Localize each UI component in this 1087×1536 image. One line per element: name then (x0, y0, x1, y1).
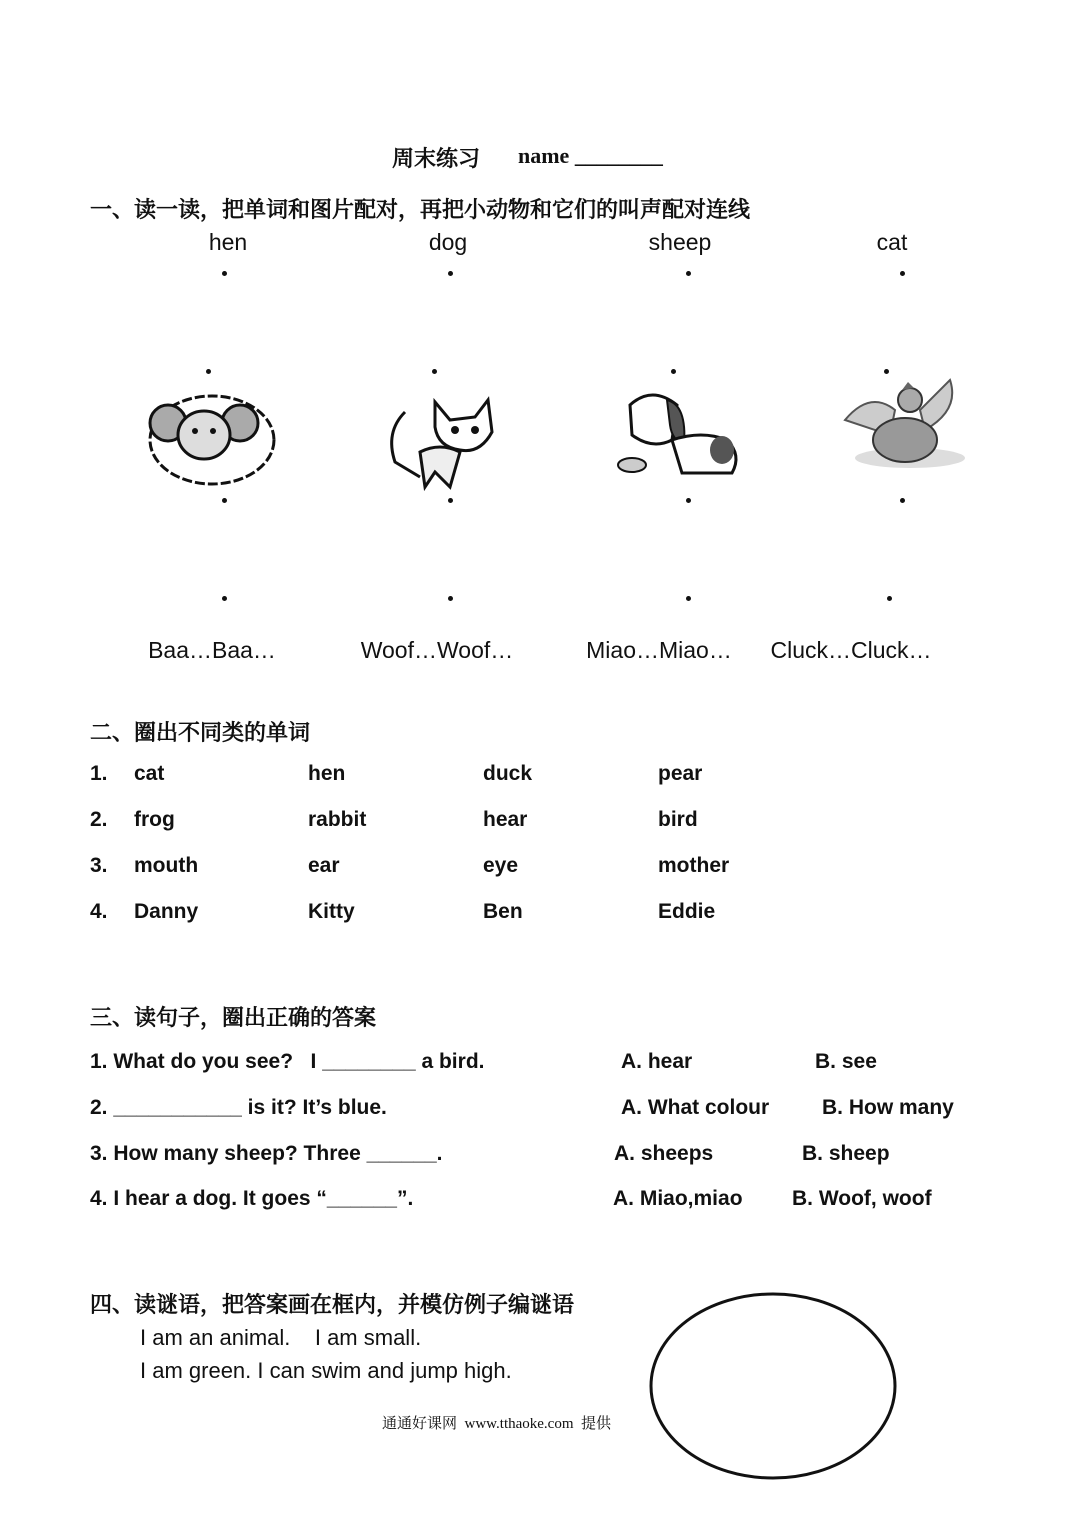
match-dot[interactable] (900, 498, 905, 503)
word-option[interactable]: duck (483, 762, 533, 785)
hen-picture (840, 370, 970, 490)
match-dot[interactable] (448, 498, 453, 503)
match-dot[interactable] (222, 498, 227, 503)
word-option[interactable]: mouth (134, 854, 199, 877)
option-b[interactable]: B. How many (822, 1096, 954, 1119)
section4-heading: 四、读谜语，把答案画在框内，并模仿例子编谜语 (90, 1292, 575, 1318)
word-option[interactable]: mother (658, 854, 730, 877)
word-option[interactable]: eye (483, 854, 519, 877)
footer-credit: 通通好课网 www.tthaoke.com 提供 (382, 1416, 611, 1432)
word-option[interactable]: rabbit (308, 808, 367, 831)
match-dot[interactable] (432, 369, 437, 374)
word-option[interactable]: Danny (134, 900, 199, 923)
option-a[interactable]: A. What colour (621, 1096, 770, 1119)
word-option[interactable]: Ben (483, 900, 523, 923)
answer-drawing-oval[interactable] (646, 1290, 902, 1486)
section1-heading: 一、读一读，把单词和图片配对，再把小动物和它们的叫声配对连线 (90, 197, 751, 223)
sound-baa: Baa…Baa… (148, 637, 276, 663)
section3-heading: 三、读句子，圈出正确的答案 (90, 1005, 377, 1031)
row-number: 3. (90, 854, 108, 877)
word-option[interactable]: ear (308, 854, 340, 877)
worksheet-title: 周末练习 (392, 146, 481, 172)
word-option[interactable]: cat (134, 762, 165, 785)
question-text: 1. What do you see? I ________ a bird. (90, 1050, 485, 1073)
dog-picture (612, 385, 747, 480)
word-hen: hen (208, 229, 248, 255)
row-number: 4. (90, 900, 108, 923)
word-sheep: sheep (648, 229, 712, 255)
riddle-line: I am green. I can swim and jump high. (140, 1358, 512, 1383)
word-option[interactable]: pear (658, 762, 703, 785)
sound-cluck: Cluck…Cluck… (770, 637, 932, 663)
match-dot[interactable] (686, 498, 691, 503)
question-text: 3. How many sheep? Three ______. (90, 1142, 443, 1165)
match-dot[interactable] (222, 271, 227, 276)
word-option[interactable]: Eddie (658, 900, 716, 923)
row-number: 2. (90, 808, 108, 831)
name-field-label: name ________ (518, 143, 663, 168)
riddle-line: I am an animal. I am small. (140, 1325, 422, 1350)
word-dog: dog (428, 229, 468, 255)
word-option[interactable]: hear (483, 808, 528, 831)
match-dot[interactable] (448, 271, 453, 276)
match-dot[interactable] (448, 596, 453, 601)
option-a[interactable]: A. Miao,miao (613, 1187, 743, 1210)
option-a[interactable]: A. hear (621, 1050, 693, 1073)
word-option[interactable]: frog (134, 808, 175, 831)
match-dot[interactable] (887, 596, 892, 601)
sound-miao: Miao…Miao… (586, 637, 732, 663)
match-dot[interactable] (900, 271, 905, 276)
option-b[interactable]: B. sheep (802, 1142, 890, 1165)
section2-heading: 二、圈出不同类的单词 (90, 720, 311, 746)
cat-picture (380, 392, 520, 492)
option-b[interactable]: B. Woof, woof (792, 1187, 932, 1210)
word-option[interactable]: bird (658, 808, 698, 831)
sheep-picture (140, 385, 280, 495)
match-dot[interactable] (206, 369, 211, 374)
option-b[interactable]: B. see (815, 1050, 877, 1073)
word-cat: cat (876, 229, 908, 255)
match-dot[interactable] (222, 596, 227, 601)
match-dot[interactable] (671, 369, 676, 374)
sound-woof: Woof…Woof… (360, 637, 514, 663)
match-dot[interactable] (686, 596, 691, 601)
row-number: 1. (90, 762, 108, 785)
word-option[interactable]: Kitty (308, 900, 355, 923)
option-a[interactable]: A. sheeps (614, 1142, 714, 1165)
question-text: 2. ___________ is it? It’s blue. (90, 1096, 387, 1119)
match-dot[interactable] (686, 271, 691, 276)
word-option[interactable]: hen (308, 762, 346, 785)
question-text: 4. I hear a dog. It goes “______”. (90, 1187, 414, 1210)
